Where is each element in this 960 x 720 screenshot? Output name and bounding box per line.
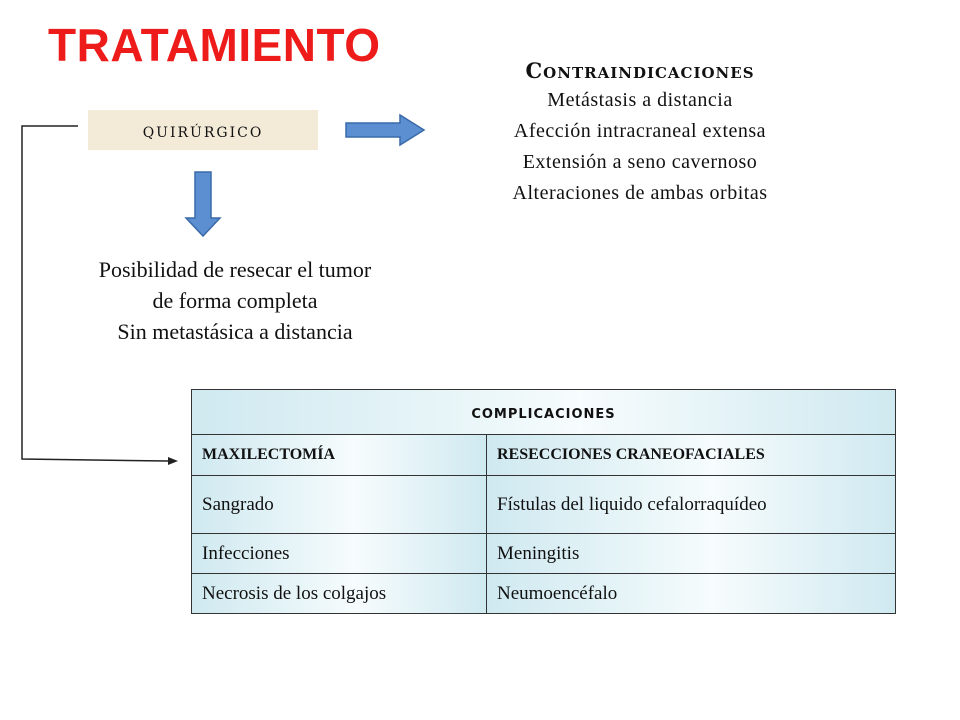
possibility-line: Sin metastásica a distancia xyxy=(117,319,353,344)
column-header-resecciones: RESECCIONES CRANEOFACIALES xyxy=(487,435,896,476)
possibility-line: Posibilidad de resecar el tumor xyxy=(98,257,372,282)
table-row xyxy=(192,476,896,534)
contraindication-item: Afección intracraneal extensa xyxy=(513,120,767,142)
table-cell: Infecciones xyxy=(192,534,487,574)
table-title-row xyxy=(192,390,896,435)
table-cell: Necrosis de los colgajos xyxy=(192,574,487,614)
page-title: TRATAMIENTO xyxy=(48,19,381,71)
table-cell: Sangrado xyxy=(192,476,487,534)
table-cell: Meningitis xyxy=(487,534,896,574)
table-row xyxy=(192,534,896,574)
connector-arrowhead-icon xyxy=(168,457,178,465)
contraindication-item: Metástasis a distancia xyxy=(547,89,733,111)
quirurgico-label: quirúrgico xyxy=(142,118,264,142)
right-arrow-icon xyxy=(346,115,424,145)
complications-table xyxy=(191,389,896,614)
table-cell: Fístulas del liquido cefalorraquídeo xyxy=(487,476,896,534)
contraindications-block xyxy=(440,58,840,209)
contraindication-item: Extensión a seno cavernoso xyxy=(522,151,758,173)
column-header-maxilectomia: MAXILECTOMÍA xyxy=(192,435,487,476)
down-arrow-icon xyxy=(186,172,220,236)
table-row xyxy=(192,574,896,614)
resection-possibility-text xyxy=(40,254,430,347)
contraindication-item: Alteraciones de ambas orbitas xyxy=(512,182,768,204)
possibility-line: de forma completa xyxy=(152,288,318,313)
table-header-row xyxy=(192,435,896,476)
contraindications-heading: Contraindicaciones xyxy=(525,58,755,83)
complications-title: complicaciones xyxy=(192,390,896,435)
table-cell: Neumoencéfalo xyxy=(487,574,896,614)
